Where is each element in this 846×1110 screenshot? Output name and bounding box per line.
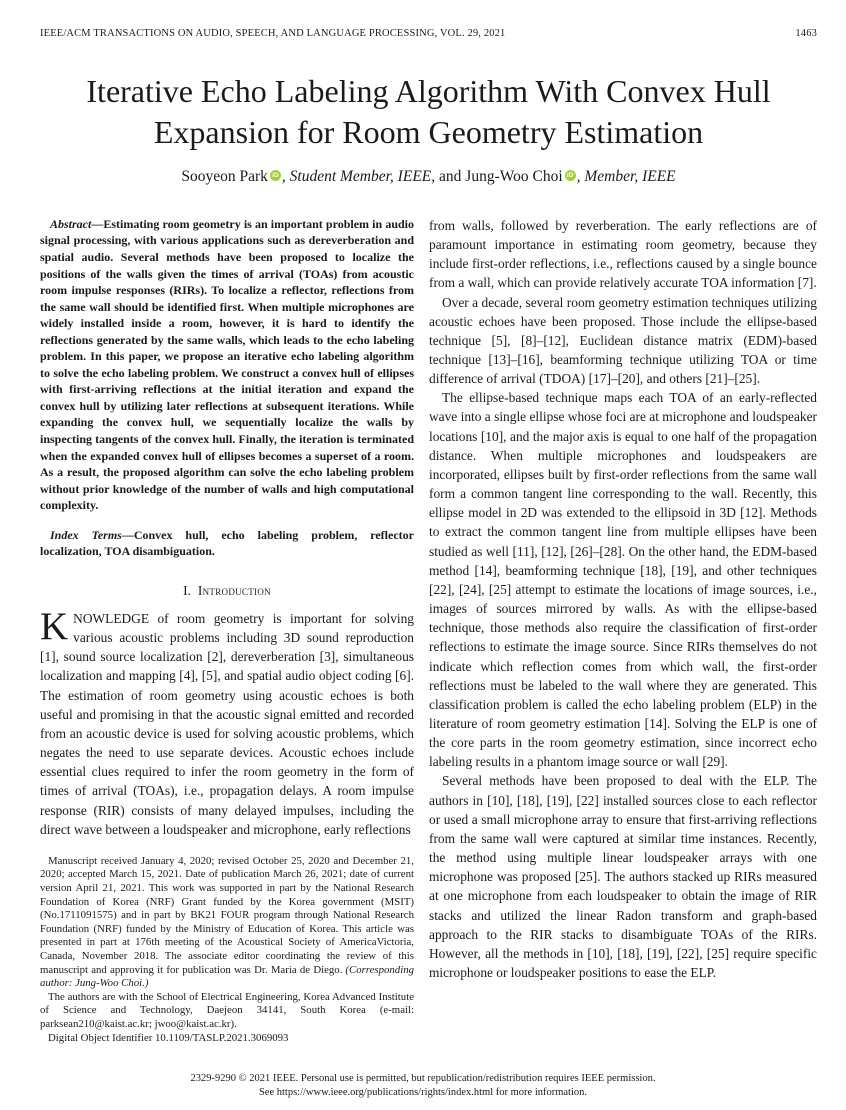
paper-title: Iterative Echo Labeling Algorithm With Convex Hull Expansion for Room Geometry Estimation bbox=[86, 73, 771, 150]
index-terms-label: Index Terms— bbox=[50, 527, 134, 542]
orcid-icon[interactable]: iD bbox=[270, 170, 281, 181]
footnote-affiliation: The authors are with the School of Electrical Engineering, Korea Advanced Institute of Science and Technology, Daejeon 34141, South Korea (e-mail: parksean210@kaist.ac.kr; jwoo@kaist.ac.kr). bbox=[40, 990, 414, 1030]
copyright-footer bbox=[0, 1072, 846, 1101]
section-number: I. bbox=[183, 582, 191, 598]
journal-title: IEEE/ACM TRANSACTIONS ON AUDIO, SPEECH, AND LANGUAGE PROCESSING, VOL. 29, 2021 bbox=[40, 28, 506, 39]
running-head bbox=[40, 28, 817, 39]
orcid-icon[interactable]: iD bbox=[565, 170, 576, 181]
section-title: Introduction bbox=[197, 582, 271, 598]
permissions-line: See https://www.ieee.org/publications/rights/index.html for more information. bbox=[258, 1087, 588, 1099]
copyright-line: 2329-9290 © 2021 IEEE. Personal use is permitted, but republication/redistribution requires IEEE permission. bbox=[190, 1072, 656, 1084]
author-name-2: Jung-Woo Choi bbox=[465, 167, 563, 185]
author-name-1: Sooyeon Park bbox=[181, 167, 268, 185]
intro-paragraph-text: NOWLEDGE of room geometry is important for solving various acoustic problems including 3D sound reproduction [1], sound source localization [2], dereverberation [3], simultaneous localization and mapping [4], [5], and spatial audio object coding [6]. The estimation of room geometry using acoustic echoes is both useful and promising in that the acoustic signal emitted and recorded from an acoustic device is used for solving acoustic problems, which negates the need to use separate devices. Acoustic echoes include essential clues required to infer the room geometry in the form of times of arrival (TOAs), i.e., propagation delays. A room impulse response (RIR) consists of many delayed impulses, including the direct wave between a loudspeaker and microphone, early reflections bbox=[40, 611, 414, 837]
index-terms-paragraph bbox=[40, 527, 414, 560]
section-heading-introduction bbox=[40, 581, 414, 600]
footnote-doi: Digital Object Identifier 10.1109/TASLP.2021.3069093 bbox=[48, 1031, 289, 1044]
abstract-text: Estimating room geometry is an important problem in audio signal processing, with various applications such as dereverberation and spatial audio. Several methods have been proposed to localize the positions of the walls given the times of arrival (TOAs) from acoustic room impulse responses (RIRs). To localize a reflector, reflections from the same wall should be identified first. When multiple microphones are widely installed inside a room, however, it is hard to identify the reflections generated by the same walls, which leads to the echo labeling problem. In this paper, we propose an iterative echo labeling algorithm to solve the echo labeling problem. We construct a convex hull of ellipses with first-arriving reflections at the initial iteration and expand the convex hull by utilizing later reflections at subsequent iterations. While expanding the convex hull, we sequentially localize the walls by inspecting tangents of the convex hull. Finally, the iteration is terminated when the expanded convex hull of ellipses becomes a superset of a room. As a result, the proposed algorithm can solve the echo labeling problem without prior knowledge of the number of walls and high computational complexity. bbox=[40, 216, 414, 513]
abstract-paragraph bbox=[40, 216, 414, 514]
author-line bbox=[40, 168, 817, 186]
intro-paragraph bbox=[40, 605, 414, 839]
body-paragraph: from walls, followed by reverberation. The early reflections are of paramount importance in estimating room geometry, because they include first-order reflections, i.e., reflections caused by a single bounce from a wall, which can provide relatively accurate TOA information [7]. bbox=[429, 217, 817, 291]
author-membership-2: , Member, IEEE bbox=[576, 167, 676, 185]
footnote-corresponding-author: (Corresponding author: Jung-Woo Choi.) bbox=[40, 963, 414, 990]
page-number: 1463 bbox=[795, 28, 817, 39]
body-paragraph: The ellipse-based technique maps each TOA of an early-reflected wave into a single ellipse whose foci are at microphone and loudspeaker locations [10], and the major axis is equal to one half of the propagation distance. When multiple microphones and loudspeakers are incorporated, ellipses built by first-order reflections from the same wall form a common tangent line corresponding to the wall. Recently, this ellipse model in 2D was extended to the ellipsoid in 3D [12]. Methods to extract the common tangent line from multiple ellipses have been studied as well [11], [12], [26]–[28]. On the other hand, the EDM-based method [14], beamforming technique [18], [19], and other techniques [22], [24], [25] attempt to estimate the locations of image sources, i.e., images of sources mirrored by walls. As with the ellipse-based technique, those methods also require the classification of first-order reflections to estimate the image source. Since RIRs themselves do not indicate which reflection comes from which wall, the first-order reflections must be labeled to the wall where they are generated. This classification problem is called the echo labeling problem (ELP) in the literature of room geometry estimation [14]. Solving the ELP is one of the core parts in the room geometry estimation, since incorrect echo labeling results in a phantom image source or wall [29]. bbox=[429, 390, 817, 770]
footnote-manuscript bbox=[40, 855, 414, 991]
author-conjunction: and bbox=[435, 167, 466, 185]
two-column-body bbox=[40, 216, 817, 1045]
right-column bbox=[429, 216, 817, 1045]
left-column bbox=[40, 216, 414, 1045]
body-paragraph: Several methods have been proposed to deal with the ELP. The authors in [10], [18], [19], [22] installed sources close to each reflector or used a small microphone array to ensure that first-arriving reflections from the same wall were captured at similar time instances. Recently, the method using multiple linear loudspeaker arrays with one microphone was proposed [25]. The authors stacked up RIRs measured at one microphone from each loudspeaker to obtain the image of RIR stacks and utilized the linear Radon transform and graph-based approach to the RIR stacks to disambiguate TOAs of the RIRs. However, all the methods in [10], [18], [19], [22], [25] require specific microphone or loudspeaker positions to ease the ELP. bbox=[429, 773, 817, 980]
author-membership-1: , Student Member, IEEE, bbox=[281, 167, 436, 185]
first-page-footnote bbox=[40, 855, 414, 1045]
abstract-label: Abstract— bbox=[50, 216, 104, 231]
body-paragraph: Over a decade, several room geometry estimation techniques utilizing acoustic echoes have been proposed. Those include the ellipse-based technique [5], [8]–[12], Euclidean distance matrix (EDM)-based technique [13]–[16], beamforming technique utilizing TOA or time difference of arrival (TDOA) [17]–[20], and others [21]–[25]. bbox=[429, 294, 817, 387]
index-terms-text: Convex hull, echo labeling problem, reflector localization, TOA disambiguation. bbox=[40, 527, 414, 559]
dropcap-letter: K bbox=[40, 605, 69, 648]
footnote-manuscript-text: Manuscript received January 4, 2020; revised October 25, 2020 and December 21, 2020; accepted March 15, 2021. Date of publication March 26, 2021; date of current version April 21, 2021. This work was supported in part by the National Research Foundation of Korea (NRF) Grant funded by the Korea government (MSIT) (No.1711091575) and in part by BK21 FOUR program through National Research Foundation (NRF) funded by the Ministry of Education of Korea. This article was presented in part at 176th meeting of the Acoustical Society of AmericaVictoria, Canada, November 2018. The associate editor coordinating the review of this manuscript and approving it for publication was Dr. Maria de Diego. bbox=[40, 854, 414, 976]
